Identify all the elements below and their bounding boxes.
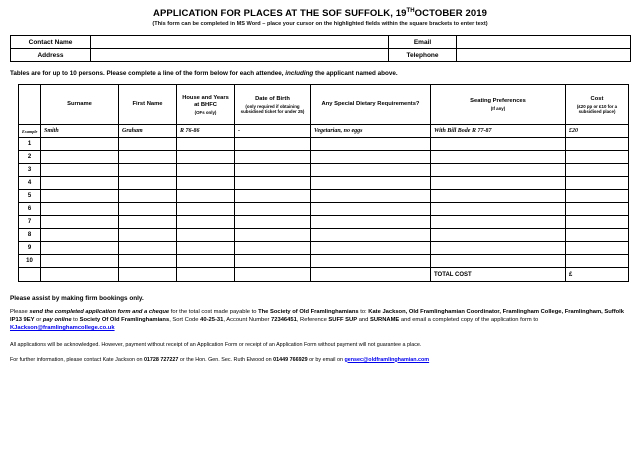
text-segment: , Account Number [223, 316, 272, 323]
text-segment: to [71, 316, 80, 323]
house-years-input[interactable] [177, 151, 235, 164]
text-segment: 01728 727227 [143, 356, 179, 363]
surname-input[interactable] [41, 216, 119, 229]
cost-input[interactable] [566, 255, 629, 268]
date-of-birth-input[interactable] [235, 190, 311, 203]
seating-preferences-input[interactable] [431, 203, 566, 216]
house-years-input[interactable] [177, 216, 235, 229]
surname-input[interactable] [41, 177, 119, 190]
house-years-input[interactable] [177, 229, 235, 242]
dietary-requirements-input[interactable] [311, 242, 431, 255]
row-number: 3 [19, 164, 41, 177]
total-row-blank-6 [311, 268, 431, 282]
seating-header-main: Seating Preferences [470, 98, 526, 105]
first-name-input[interactable] [119, 177, 177, 190]
seating-preferences-input[interactable] [431, 177, 566, 190]
attendee-row-4 [19, 177, 629, 190]
text-segment: or the Hon. Gen. Sec. Ruth Elwood on [178, 356, 274, 363]
title-date: OCTOBER 2019 [414, 8, 487, 20]
further-information [10, 357, 630, 363]
date-of-birth-input[interactable] [235, 177, 311, 190]
house-years-input[interactable] [177, 203, 235, 216]
address-input[interactable] [91, 49, 389, 62]
example-cost: £20 [566, 125, 629, 138]
text-segment: and email a completed copy of the application form to [399, 316, 539, 323]
house-years-input[interactable] [177, 255, 235, 268]
example-house-years: R 76-86 [177, 125, 235, 138]
row-number: 6 [19, 203, 41, 216]
first-name-header: First Name [119, 85, 177, 125]
dietary-requirements-input[interactable] [311, 216, 431, 229]
dietary-requirements-input[interactable] [311, 151, 431, 164]
attendee-row-3 [19, 164, 629, 177]
date-of-birth-input[interactable] [235, 242, 311, 255]
text-segment: For further information, please contact Kate Jackson on [10, 356, 144, 363]
first-name-input[interactable] [119, 190, 177, 203]
row-number: 4 [19, 177, 41, 190]
text-segment: send the completed application form and a cheque [29, 309, 170, 316]
first-name-input[interactable] [119, 138, 177, 151]
total-row-blank-3 [119, 268, 177, 282]
cost-header-sub: (£20 pp or £10 for a subsidised place) [576, 103, 618, 114]
example-row [19, 125, 629, 138]
page-subtitle: (This form can be completed in MS Word – place your cursor on the highlighted fields within the square brackets to enter text) [152, 21, 488, 28]
application-email-link[interactable]: KJackson@framlinghamcollege.co.uk [10, 324, 115, 331]
surname-header: Surname [41, 85, 119, 125]
address-label: Address [11, 49, 91, 62]
text-segment: to: [358, 309, 369, 316]
house-years-input[interactable] [177, 164, 235, 177]
attendee-row-8 [19, 229, 629, 242]
seating-preferences-input[interactable] [431, 216, 566, 229]
text-segment: 72346451 [271, 316, 297, 323]
surname-input[interactable] [41, 229, 119, 242]
title-text: APPLICATION FOR PLACES AT THE SOF SUFFOLK, 19 [153, 8, 407, 20]
attendee-row-6 [19, 203, 629, 216]
text-segment: pay online [42, 316, 72, 323]
email-input[interactable] [457, 36, 631, 49]
row-number: 10 [19, 255, 41, 268]
first-name-input[interactable] [119, 255, 177, 268]
house-years-input[interactable] [177, 242, 235, 255]
text-segment: or [34, 316, 43, 323]
dietary-requirements-input[interactable] [311, 203, 431, 216]
date-of-birth-header [235, 85, 311, 125]
seating-preferences-input[interactable] [431, 190, 566, 203]
surname-input[interactable] [41, 138, 119, 151]
acknowledgement-note: All applications will be acknowledged. However, payment without receipt of an Application Form or receipt of an Application Form without payment will not guarantee a place. [10, 341, 422, 348]
text-segment: the applicant named above. [313, 70, 398, 78]
example-row-label: Example [19, 125, 41, 138]
first-name-input[interactable] [119, 203, 177, 216]
text-segment: The Society of Old Framlinghamians [258, 309, 359, 316]
text-segment: 01449 766929 [273, 356, 308, 363]
row-number: 9 [19, 242, 41, 255]
surname-input[interactable] [41, 255, 119, 268]
cost-input[interactable] [566, 138, 629, 151]
attendee-table [18, 84, 629, 282]
attendee-row-5 [19, 190, 629, 203]
instruction-text [10, 70, 640, 77]
cost-input[interactable] [566, 164, 629, 177]
seating-preferences-input[interactable] [431, 138, 566, 151]
row-number: 8 [19, 229, 41, 242]
seating-preferences-input[interactable] [431, 151, 566, 164]
cost-input[interactable] [566, 242, 629, 255]
row-number: 1 [19, 138, 41, 151]
cost-input[interactable] [566, 177, 629, 190]
seating-preferences-input[interactable] [431, 242, 566, 255]
seating-header [431, 85, 566, 125]
telephone-input[interactable] [457, 49, 631, 62]
text-segment: SUFF SUP [328, 316, 358, 323]
total-cost-input[interactable]: £ [566, 268, 629, 282]
row-number: 7 [19, 216, 41, 229]
seating-preferences-input[interactable] [431, 229, 566, 242]
telephone-label: Telephone [389, 49, 457, 62]
date-of-birth-input[interactable] [235, 229, 311, 242]
example-surname: Smith [41, 125, 119, 138]
dietary-requirements-input[interactable] [311, 164, 431, 177]
text-segment: or by email on [307, 356, 345, 363]
date-of-birth-input[interactable] [235, 255, 311, 268]
total-row [19, 268, 629, 282]
date-of-birth-input[interactable] [235, 203, 311, 216]
surname-input[interactable] [41, 203, 119, 216]
email-label: Email [389, 36, 457, 49]
first-name-input[interactable] [119, 229, 177, 242]
title-superscript: TH [406, 8, 415, 14]
first-name-input[interactable] [119, 242, 177, 255]
date-of-birth-header-main: Date of Birth [255, 95, 290, 102]
date-of-birth-header-sub: (only required if obtaining subsidised ticket for under 25) [240, 103, 305, 114]
text-segment: including [285, 70, 314, 78]
cost-input[interactable] [566, 203, 629, 216]
dietary-requirements-input[interactable] [311, 177, 431, 190]
attendee-table-header-row [19, 85, 629, 125]
date-of-birth-input[interactable] [235, 151, 311, 164]
text-segment: Please [10, 309, 30, 316]
cost-input[interactable] [566, 216, 629, 229]
dietary-requirements-input[interactable] [311, 255, 431, 268]
first-name-input[interactable] [119, 151, 177, 164]
attendee-row-10 [19, 255, 629, 268]
total-row-blank-2 [41, 268, 119, 282]
dietary-header: Any Special Dietary Requirements? [311, 85, 431, 125]
attendee-row-7 [19, 216, 629, 229]
row-number: 2 [19, 151, 41, 164]
surname-input[interactable] [41, 151, 119, 164]
surname-input[interactable] [41, 190, 119, 203]
example-seating: With Bill Bode R 77-87 [431, 125, 566, 138]
text-segment: 40-25-31 [200, 316, 224, 323]
total-row-blank-5 [235, 268, 311, 282]
attendee-row-9 [19, 242, 629, 255]
seating-preferences-input[interactable] [431, 164, 566, 177]
text-segment: Tables are for up to 10 persons. Please complete a line of the form below for each attendee, [10, 70, 286, 78]
seating-header-sub: (If any) [490, 106, 506, 112]
example-dietary: Vegetarian, no eggs [311, 125, 431, 138]
text-segment: for the total cost made payable to [169, 309, 259, 316]
cost-input[interactable] [566, 151, 629, 164]
text-segment: Society Of Old Framlinghamians [79, 316, 170, 323]
date-of-birth-input[interactable] [235, 138, 311, 151]
text-segment: Kate Jackson, Old Framlinghamian Coordinator, Framlingham College, Framlingham, Suffolk IP13 9EY [10, 309, 625, 323]
text-segment: , Sort Code [169, 316, 201, 323]
contact-table [10, 35, 631, 62]
seating-preferences-input[interactable] [431, 255, 566, 268]
cost-input[interactable] [566, 190, 629, 203]
date-of-birth-input[interactable] [235, 164, 311, 177]
total-row-blank-4 [177, 268, 235, 282]
corner-cell [19, 85, 41, 125]
example-date-of-birth: - [235, 125, 311, 138]
attendee-row-2 [19, 151, 629, 164]
house-years-input[interactable] [177, 177, 235, 190]
house-years-header-main: House and Years at BHFC [182, 94, 229, 108]
dietary-requirements-input[interactable] [311, 138, 431, 151]
text-segment: SURNAME [369, 316, 400, 323]
cost-input[interactable] [566, 229, 629, 242]
first-name-input[interactable] [119, 216, 177, 229]
dietary-requirements-input[interactable] [311, 190, 431, 203]
total-row-blank-1 [19, 268, 41, 282]
cost-header-main: Cost [590, 95, 604, 102]
contact-row-2 [11, 49, 631, 62]
row-number: 5 [19, 190, 41, 203]
house-years-input[interactable] [177, 138, 235, 151]
gensec-email-link[interactable]: gensec@oldframlinghamian.com [344, 356, 430, 363]
date-of-birth-input[interactable] [235, 216, 311, 229]
example-first-name: Graham [119, 125, 177, 138]
firm-booking-note: Please assist by making firm bookings only. [10, 295, 144, 303]
page-title [0, 0, 640, 19]
first-name-input[interactable] [119, 164, 177, 177]
surname-input[interactable] [41, 164, 119, 177]
house-years-header [177, 85, 235, 125]
payment-instructions [10, 309, 630, 332]
surname-input[interactable] [41, 242, 119, 255]
contact-name-input[interactable] [91, 36, 389, 49]
house-years-input[interactable] [177, 190, 235, 203]
cost-header [566, 85, 629, 125]
text-segment: , Reference [296, 316, 329, 323]
text-segment: and [357, 316, 370, 323]
dietary-requirements-input[interactable] [311, 229, 431, 242]
house-years-header-sub: (OFs only) [194, 109, 217, 115]
contact-row-1 [11, 36, 631, 49]
attendee-row-1 [19, 138, 629, 151]
total-cost-label: TOTAL COST [431, 268, 566, 282]
contact-name-label: Contact Name [11, 36, 91, 49]
